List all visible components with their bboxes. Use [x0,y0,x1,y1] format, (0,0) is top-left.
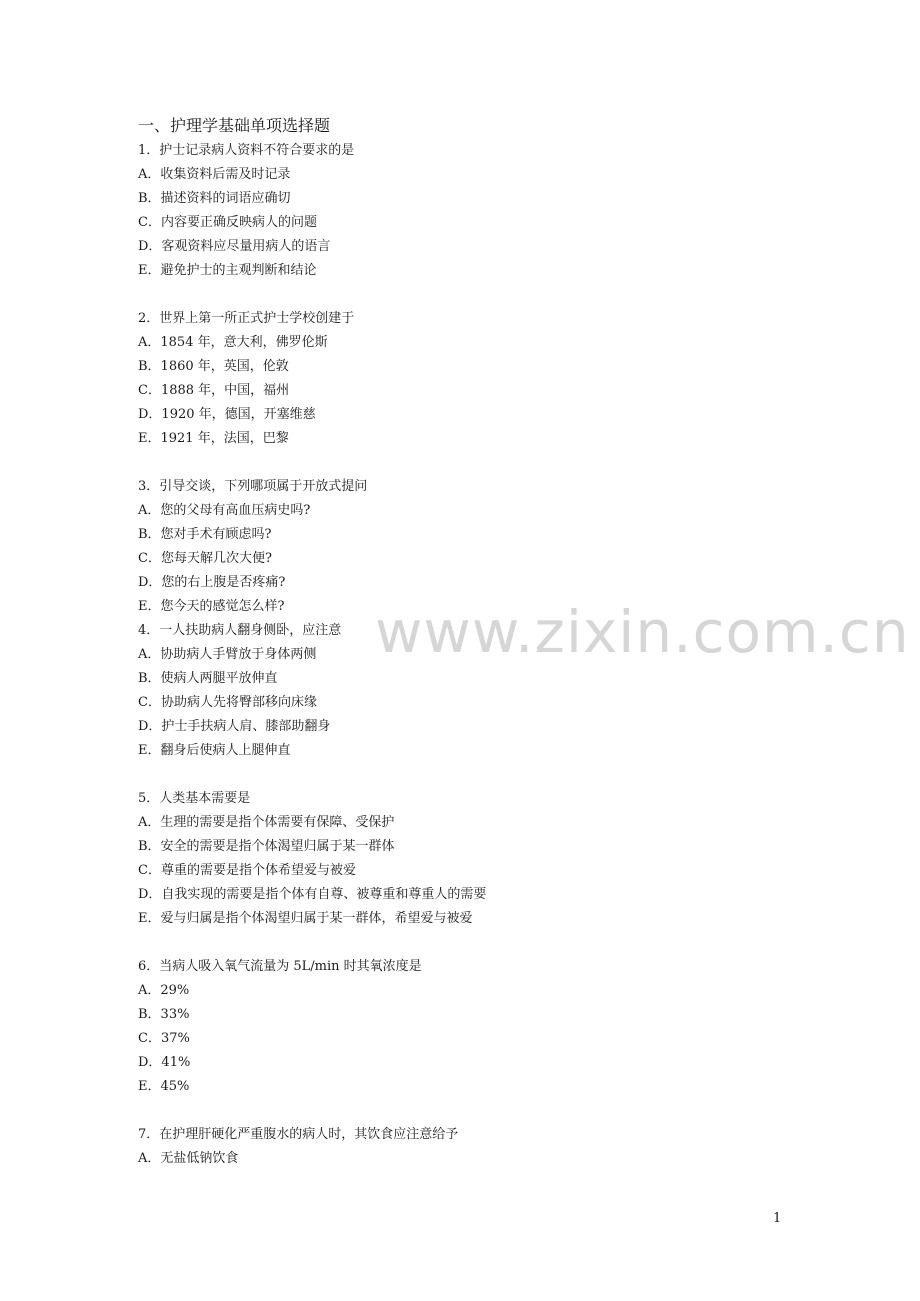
option-b: B．33% [138,1007,190,1022]
option-a: A．生理的需要是指个体需要有保障、受保护 [138,815,395,830]
option-c: C．您每天解几次大便? [138,551,272,566]
option-d: D．自我实现的需要是指个体有自尊、被尊重和尊重人的需要 [138,887,487,902]
option-a: A．29% [138,983,190,998]
question-7 [138,1123,838,1171]
option-a: A．收集资料后需及时记录 [138,167,291,182]
question-stem: 3．引导交谈，下列哪项属于开放式提问 [138,479,368,494]
option-b: B．安全的需要是指个体渴望归属于某一群体 [138,839,395,854]
option-e: E．您今天的感觉怎么样? [138,599,285,614]
watermark: www.zixin.com.cn [375,598,910,666]
option-e: E．翻身后使病人上腿伸直 [138,743,291,758]
question-5 [138,787,838,931]
option-a: A．协助病人手臂放于身体两侧 [138,647,317,662]
spacer [138,451,838,475]
question-2 [138,307,838,451]
spacer [138,1099,838,1123]
option-d: D．您的右上腹是否疼痛? [138,575,286,590]
option-e: E．爱与归属是指个体渴望归属于某一群体，希望爱与被爱 [138,911,473,926]
option-e: E．45% [138,1079,190,1094]
option-a: A．1854 年，意大利，佛罗伦斯 [138,335,328,350]
question-stem: 7．在护理肝硬化严重腹水的病人时，其饮食应注意给予 [138,1127,459,1142]
spacer [138,283,838,307]
question-stem: 2．世界上第一所正式护士学校创建于 [138,311,355,326]
section-title: 一、护理学基础单项选择题 [138,116,331,135]
option-e: E．1921 年，法国，巴黎 [138,431,289,446]
question-stem: 5．人类基本需要是 [138,791,251,806]
spacer [138,931,838,955]
option-c: C．内容要正确反映病人的问题 [138,215,317,230]
option-a: A．无盐低钠饮食 [138,1151,239,1166]
option-d: D．1920 年，德国，开塞维慈 [138,407,316,422]
option-b: B．描述资料的词语应确切 [138,191,291,206]
option-d: D．护士手扶病人肩、膝部助翻身 [138,719,331,734]
option-a: A．您的父母有高血压病史吗? [138,503,311,518]
option-d: D．41% [138,1055,191,1070]
option-c: C．1888 年，中国，福州 [138,383,290,398]
question-stem: 6．当病人吸入氧气流量为 5L/min 时其氧浓度是 [138,959,422,974]
page-number: 1 [773,1211,782,1226]
option-d: D．客观资料应尽量用病人的语言 [138,239,331,254]
option-e: E．避免护士的主观判断和结论 [138,263,317,278]
question-stem: 1．护士记录病人资料不符合要求的是 [138,143,355,158]
option-b: B．您对手术有顾虑吗? [138,527,272,542]
spacer [138,763,838,787]
option-c: C．协助病人先将臀部移向床缘 [138,695,317,710]
option-c: C．尊重的需要是指个体希望爱与被爱 [138,863,356,878]
option-b: B．使病人两腿平放伸直 [138,671,278,686]
option-c: C．37% [138,1031,190,1046]
question-1 [138,139,838,283]
option-b: B．1860 年，英国，伦敦 [138,359,289,374]
question-stem: 4．一人扶助病人翻身侧卧，应注意 [138,623,342,638]
question-6 [138,955,838,1099]
